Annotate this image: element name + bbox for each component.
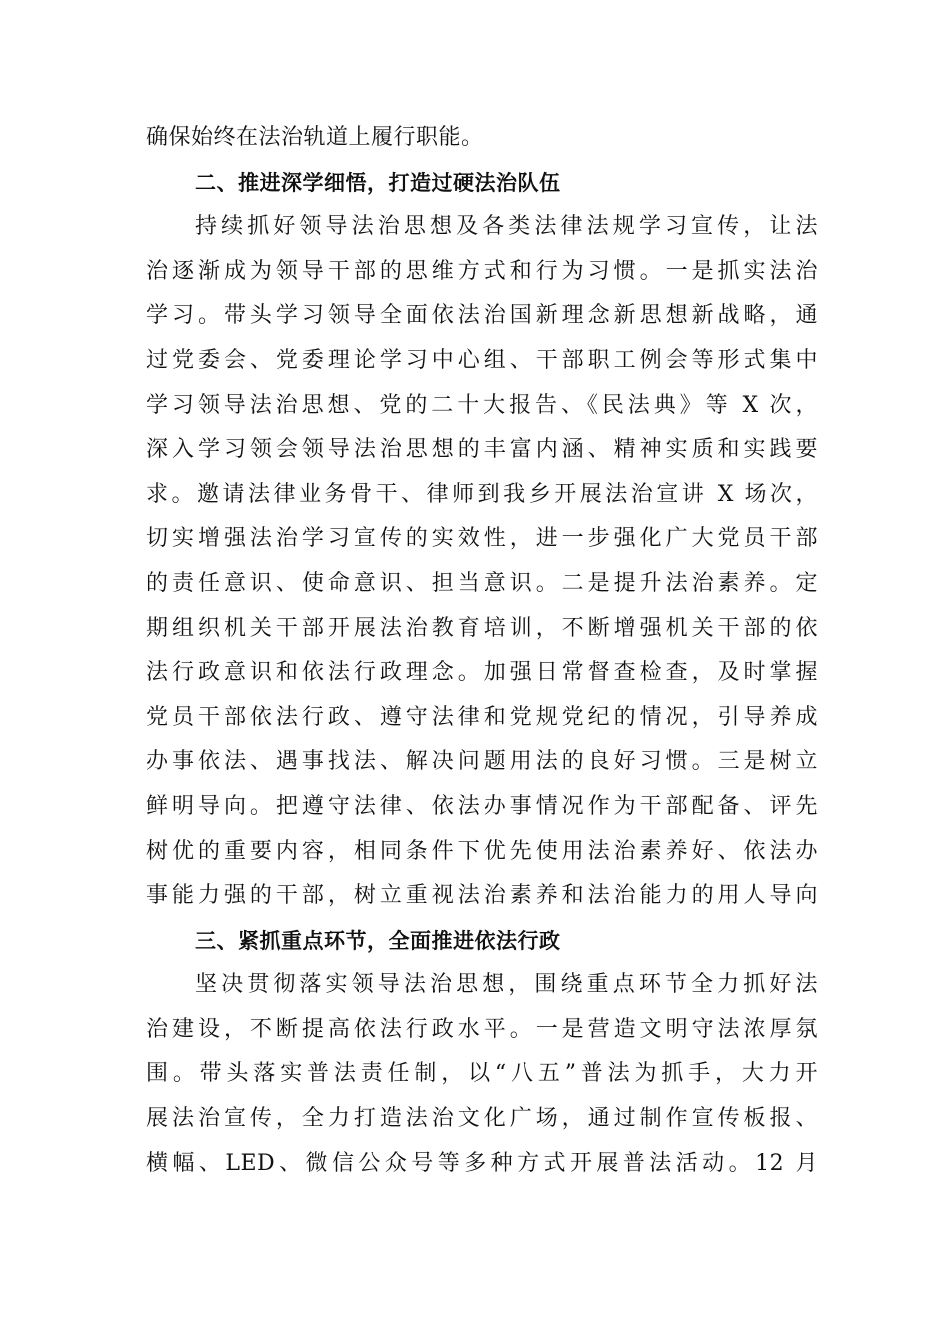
paragraph-line: 鲜明导向。把遵守法律、依法办事情况作为干部配备、评先 bbox=[146, 793, 818, 819]
paragraph-line: 切实增强法治学习宣传的实效性，进一步强化广大党员干部 bbox=[146, 526, 818, 552]
paragraph-line: 期组织机关干部开展法治教育培训，不断增强机关干部的依 bbox=[146, 615, 818, 641]
paragraph-line: 围。带头落实普法责任制，以“八五”普法为抓手，大力开 bbox=[146, 1061, 818, 1087]
paragraph-line: 树优的重要内容，相同条件下优先使用法治素养好、依法办 bbox=[146, 838, 818, 864]
paragraph-line: 事能力强的干部，树立重视法治素养和法治能力的用人导向 bbox=[146, 883, 818, 909]
paragraph-line: 深入学习领会领导法治思想的丰富内涵、精神实质和实践要 bbox=[146, 437, 818, 463]
document-body bbox=[146, 116, 818, 1186]
paragraph-line: 办事依法、遇事找法、解决问题用法的良好习惯。三是树立 bbox=[146, 749, 818, 775]
paragraph-line: 持续抓好领导法治思想及各类法律法规学习宣传，让法 bbox=[195, 214, 818, 240]
paragraph-line: 的责任意识、使命意识、担当意识。二是提升法治素养。定 bbox=[146, 570, 818, 596]
paragraph-line: 法行政意识和依法行政理念。加强日常督查检查，及时掌握 bbox=[146, 660, 818, 686]
paragraph-line: 展法治宣传，全力打造法治文化广场，通过制作宣传板报、 bbox=[146, 1106, 818, 1132]
paragraph-line: 学习。带头学习领导全面依法治国新理念新思想新战略，通 bbox=[146, 303, 818, 329]
paragraph-line: 横幅、LED、微信公众号等多种方式开展普法活动。12 月 bbox=[146, 1150, 818, 1176]
paragraph-line: 过党委会、党委理论学习中心组、干部职工例会等形式集中 bbox=[146, 347, 818, 373]
paragraph-line: 确保始终在法治轨道上履行职能。 bbox=[146, 125, 484, 150]
paragraph-line: 党员干部依法行政、遵守法律和党规党纪的情况，引导养成 bbox=[146, 704, 818, 730]
paragraph-line: 治逐渐成为领导干部的思维方式和行为习惯。一是抓实法治 bbox=[146, 258, 818, 284]
paragraph-line: 治建设，不断提高依法行政水平。一是营造文明守法浓厚氛 bbox=[146, 1016, 818, 1042]
paragraph-line: 学习领导法治思想、党的二十大报告、《民法典》等 X 次， bbox=[146, 392, 818, 418]
section-heading: 三、紧抓重点环节，全面推进依法行政 bbox=[195, 928, 561, 953]
paragraph-line: 坚决贯彻落实领导法治思想，围绕重点环节全力抓好法 bbox=[195, 972, 818, 998]
paragraph-line: 求。邀请法律业务骨干、律师到我乡开展法治宣讲 X 场次， bbox=[146, 481, 818, 507]
section-heading: 二、推进深学细悟，打造过硬法治队伍 bbox=[195, 170, 561, 195]
